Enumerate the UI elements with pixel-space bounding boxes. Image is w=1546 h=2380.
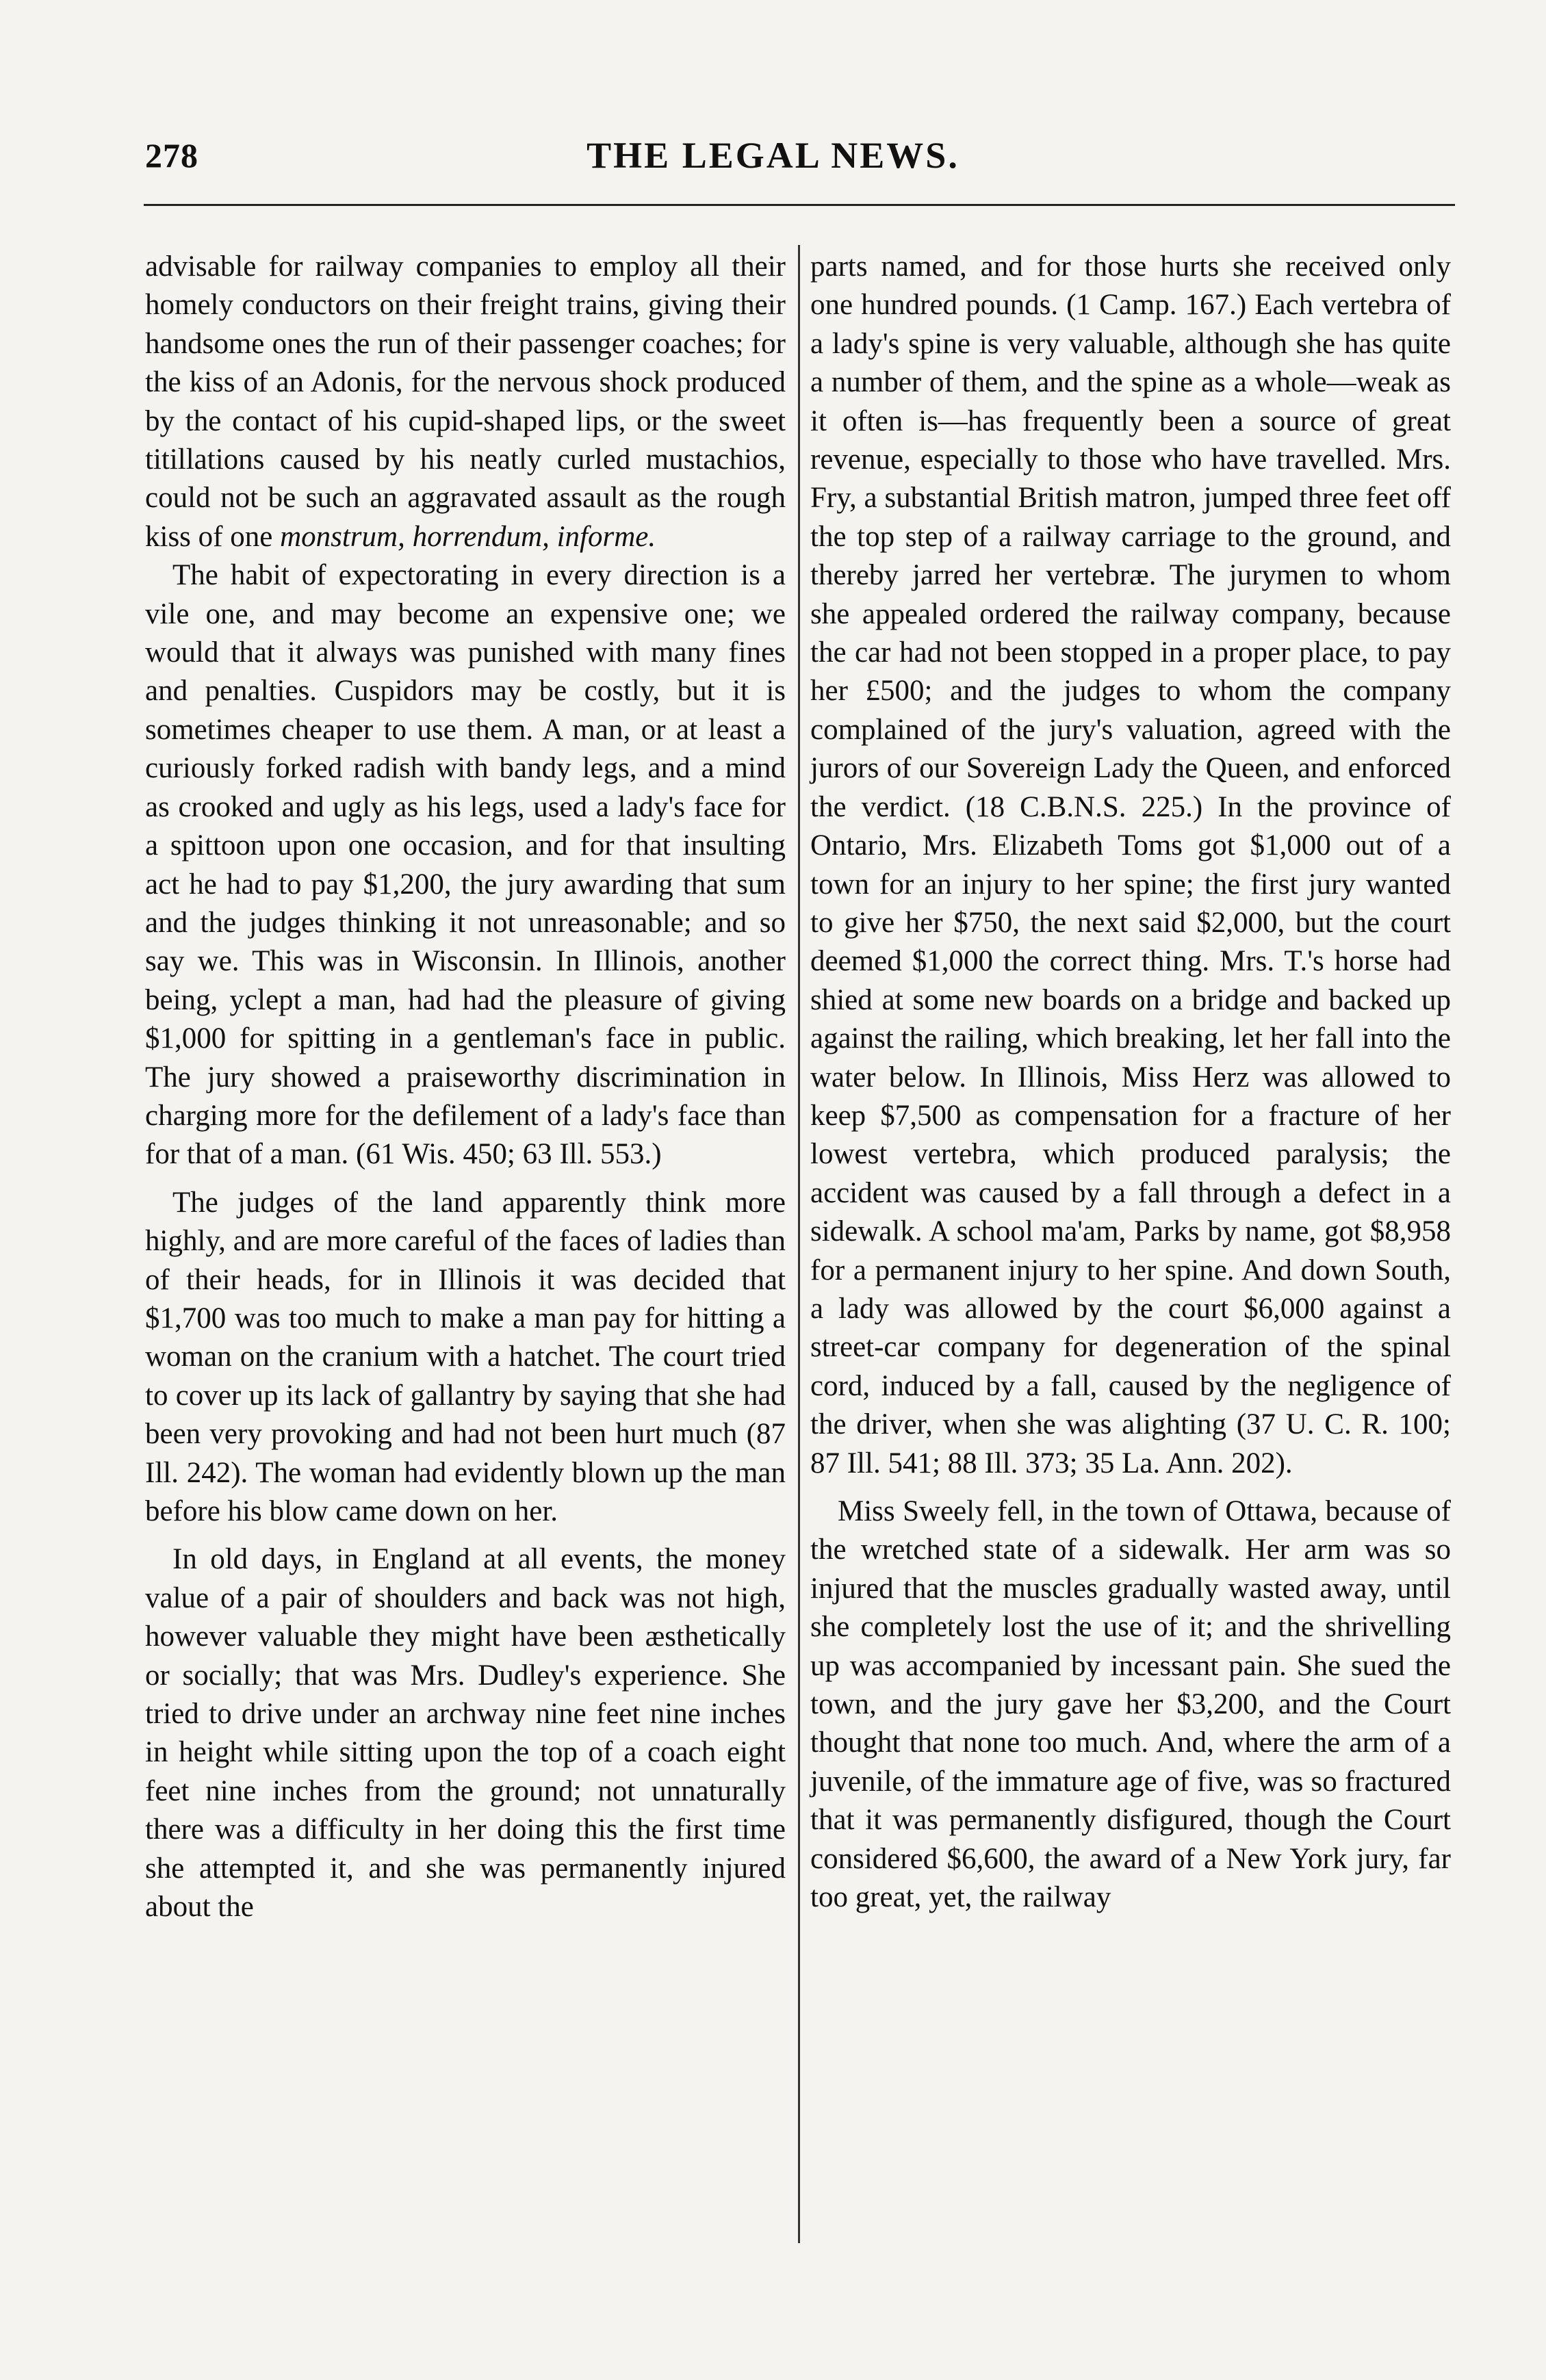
header-rule [144, 204, 1455, 206]
paragraph-expectorating: The habit of expectorating in every direction is a vile one, and may become an expensive one; we would that it always was punished with many fines and penalties. Cuspidors may be costly, but it is sometimes cheaper to use them. A man, or at least a curiously forked radish with bandy legs, and a mind as crooked and ugly as his legs, used a lady's face for a spittoon upon one occasion, and for that insulting act he had to pay $1,200, the jury awarding that sum and the judges thinking it not unreasonable; and so say we. This was in Wisconsin. In Illinois, another being, yclept a man, had had the pleasure of giving $1,000 for spitting in a gentleman's face in public. The jury showed a praiseworthy discrimination in charging more for the defilement of a lady's face than for that of a man. (61 Wis. 450; 63 Ill. 553.) [145, 559, 786, 1171]
paragraph-spine: parts named, and for those hurts she received only one hundred pounds. (1 Camp. 167.) Each vertebra of a lady's spine is very valuable, although she has quite a number of them, and the spine as a whole—weak as it often is—has frequently been a source of great revenue, especially to those who have travelled. Mrs. Fry, a substantial British matron, jumped three feet off the top step of a railway carriage to the ground, and thereby jarred her vertebræ. The jurymen to whom she appealed ordered the railway company, because the car had not been stopped in a proper place, to pay her £500; and the judges to whom the company complained of the jury's valuation, agreed with the jurors of our Sovereign Lady the Queen, and enforced the verdict. (18 C.B.N.S. 225.) In the province of Ontario, Mrs. Elizabeth Toms got $1,000 out of a town for an injury to her spine; the first jury wanted to give her $750, the next said $2,000, but the court deemed $1,000 the correct thing. Mrs. T.'s horse had shied at some new boards on a bridge and backed up against the railing, which breaking, let her fall into the water below. In Illinois, Miss Herz was allowed to keep $7,500 as compensation for a fracture of her lowest vertebra, which produced paralysis; the accident was caused by a fall through a defect in a sidewalk. A school ma'am, Parks by name, got $8,958 for a permanent injury to her spine. And down South, a lady was allowed by the court $6,000 against a street-car company for degeneration of the spinal cord, induced by a fall, caused by the negligence of the driver, when she was alighting (37 U. C. R. 100; 87 Ill. 541; 88 Ill. 373; 35 La. Ann. 202). [810, 250, 1451, 1479]
paragraph-old-days: In old days, in England at all events, the money value of a pair of shoulders and back was not high, however valuable they might have been æsthetically or socially; that was Mrs. Dudley's experience. She tried to drive under an archway nine feet nine inches in height while sitting upon the top of a coach eight feet nine inches from the ground; not unnaturally there was a difficulty in her doing this the first time she attempted it, and she was permanently injured about the [145, 1543, 786, 1924]
left-column [145, 248, 786, 1926]
paragraph-sweely: Miss Sweely fell, in the town of Ottawa, because of the wretched state of a sidewalk. Her arm was so injured that the muscles gradually wasted away, until she completely lost the use of it; and the shrivelling up was accompanied by incessant pain. She sued the town, and the jury gave her $3,200, and the Court thought that none too much. And, where the arm of a juvenile, of the immature age of five, was so fractured that it was permanently disfigured, though the Court considered $6,600, the award of a New York jury, far too great, yet, the railway [810, 1495, 1451, 1914]
page-number: 278 [145, 136, 198, 174]
running-title: THE LEGAL NEWS. [587, 135, 959, 176]
right-column [810, 248, 1451, 1917]
column-divider [798, 245, 800, 2243]
paragraph-continued [145, 248, 786, 556]
paragraph-text: advisable for railway companies to employ all their homely conductors on their freight trains, giving their handsome ones the run of their passenger coaches; for the kiss of an Adonis, for the nervous shock produced by the contact of his cupid-shaped lips, or the sweet titillations caused by his neatly curled mustachios, could not be such an aggravated assault as the rough kiss of one [145, 250, 786, 553]
paragraph-judges: The judges of the land apparently think more highly, and are more careful of the faces of ladies than of their heads, for in Illinois it was decided that $1,700 was too much to make a man pay for hitting a woman on the cranium with a hatchet. The court tried to cover up its lack of gallantry by saying that she had been very provoking and had not been hurt much (87 Ill. 242). The woman had evidently blown up the man before his blow came down on her. [145, 1186, 786, 1527]
latin-quote: monstrum, horrendum, informe. [280, 520, 656, 553]
